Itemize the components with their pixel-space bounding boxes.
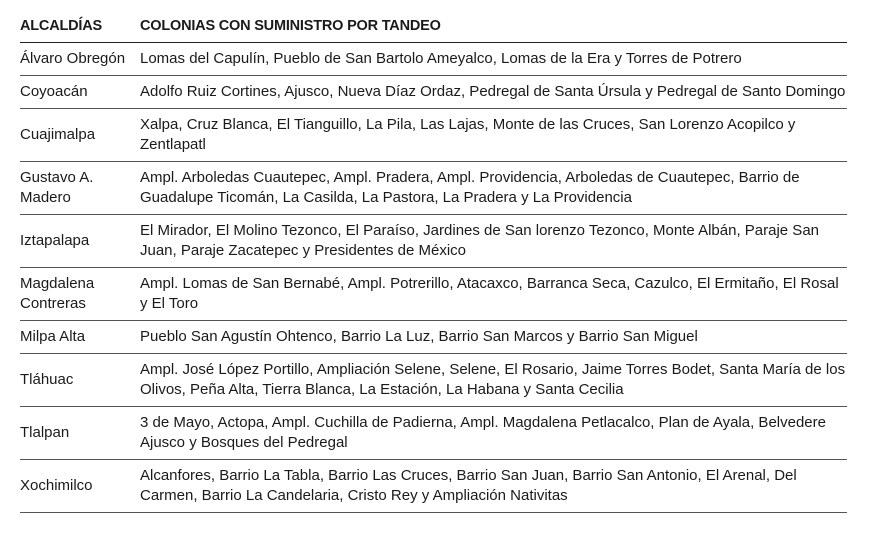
table-row	[20, 109, 847, 162]
table-row	[20, 215, 847, 268]
colonias-cell: Ampl. Arboledas Cuautepec, Ampl. Pradera, Ampl. Providencia, Arboledas de Cuautepec, Barrio de Guadalupe Ticomán, La Casilda, La Pastora, La Pradera y La Providencia	[140, 162, 847, 215]
colonias-cell: Xalpa, Cruz Blanca, El Tianguillo, La Pila, Las Lajas, Monte de las Cruces, San Lorenzo Acopilco y Zentlapatl	[140, 109, 847, 162]
header-alcaldias: ALCALDÍAS	[20, 14, 140, 43]
colonias-cell: 3 de Mayo, Actopa, Ampl. Cuchilla de Padierna, Ampl. Magdalena Petlacalco, Plan de Ayala, Belvedere Ajusco y Bosques del Pedregal	[140, 407, 847, 460]
table-row	[20, 354, 847, 407]
table-row	[20, 460, 847, 513]
table-row	[20, 76, 847, 109]
table-row	[20, 43, 847, 76]
colonias-cell: Pueblo San Agustín Ohtenco, Barrio La Luz, Barrio San Marcos y Barrio San Miguel	[140, 321, 847, 354]
table-row	[20, 162, 847, 215]
tandeo-table	[20, 14, 847, 513]
alcaldia-cell: Magdalena Contreras	[20, 268, 140, 321]
colonias-cell: El Mirador, El Molino Tezonco, El Paraíso, Jardines de San lorenzo Tezonco, Monte Albán, Paraje San Juan, Paraje Zacatepec y Presidentes de México	[140, 215, 847, 268]
alcaldia-cell: Tláhuac	[20, 354, 140, 407]
table-row	[20, 321, 847, 354]
colonias-cell: Lomas del Capulín, Pueblo de San Bartolo Ameyalco, Lomas de la Era y Torres de Potrero	[140, 43, 847, 76]
header-colonias: COLONIAS CON SUMINISTRO POR TANDEO	[140, 14, 847, 43]
alcaldia-cell: Coyoacán	[20, 76, 140, 109]
colonias-cell: Ampl. José López Portillo, Ampliación Selene, Selene, El Rosario, Jaime Torres Bodet, Santa María de los Olivos, Peña Alta, Tierra Blanca, La Estación, La Habana y Santa Cecilia	[140, 354, 847, 407]
colonias-cell: Ampl. Lomas de San Bernabé, Ampl. Potrerillo, Atacaxco, Barranca Seca, Cazulco, El Ermitaño, El Rosal y El Toro	[140, 268, 847, 321]
table-header-row	[20, 14, 847, 43]
alcaldia-cell: Milpa Alta	[20, 321, 140, 354]
colonias-cell: Adolfo Ruiz Cortines, Ajusco, Nueva Díaz Ordaz, Pedregal de Santa Úrsula y Pedregal de Santo Domingo	[140, 76, 847, 109]
alcaldia-cell: Iztapalapa	[20, 215, 140, 268]
alcaldia-cell: Gustavo A. Madero	[20, 162, 140, 215]
table-row	[20, 268, 847, 321]
tandeo-table-container	[20, 14, 847, 513]
alcaldia-cell: Xochimilco	[20, 460, 140, 513]
table-row	[20, 407, 847, 460]
alcaldia-cell: Álvaro Obregón	[20, 43, 140, 76]
alcaldia-cell: Tlalpan	[20, 407, 140, 460]
alcaldia-cell: Cuajimalpa	[20, 109, 140, 162]
colonias-cell: Alcanfores, Barrio La Tabla, Barrio Las Cruces, Barrio San Juan, Barrio San Antonio, El Arenal, Del Carmen, Barrio La Candelaria, Cristo Rey y Ampliación Nativitas	[140, 460, 847, 513]
